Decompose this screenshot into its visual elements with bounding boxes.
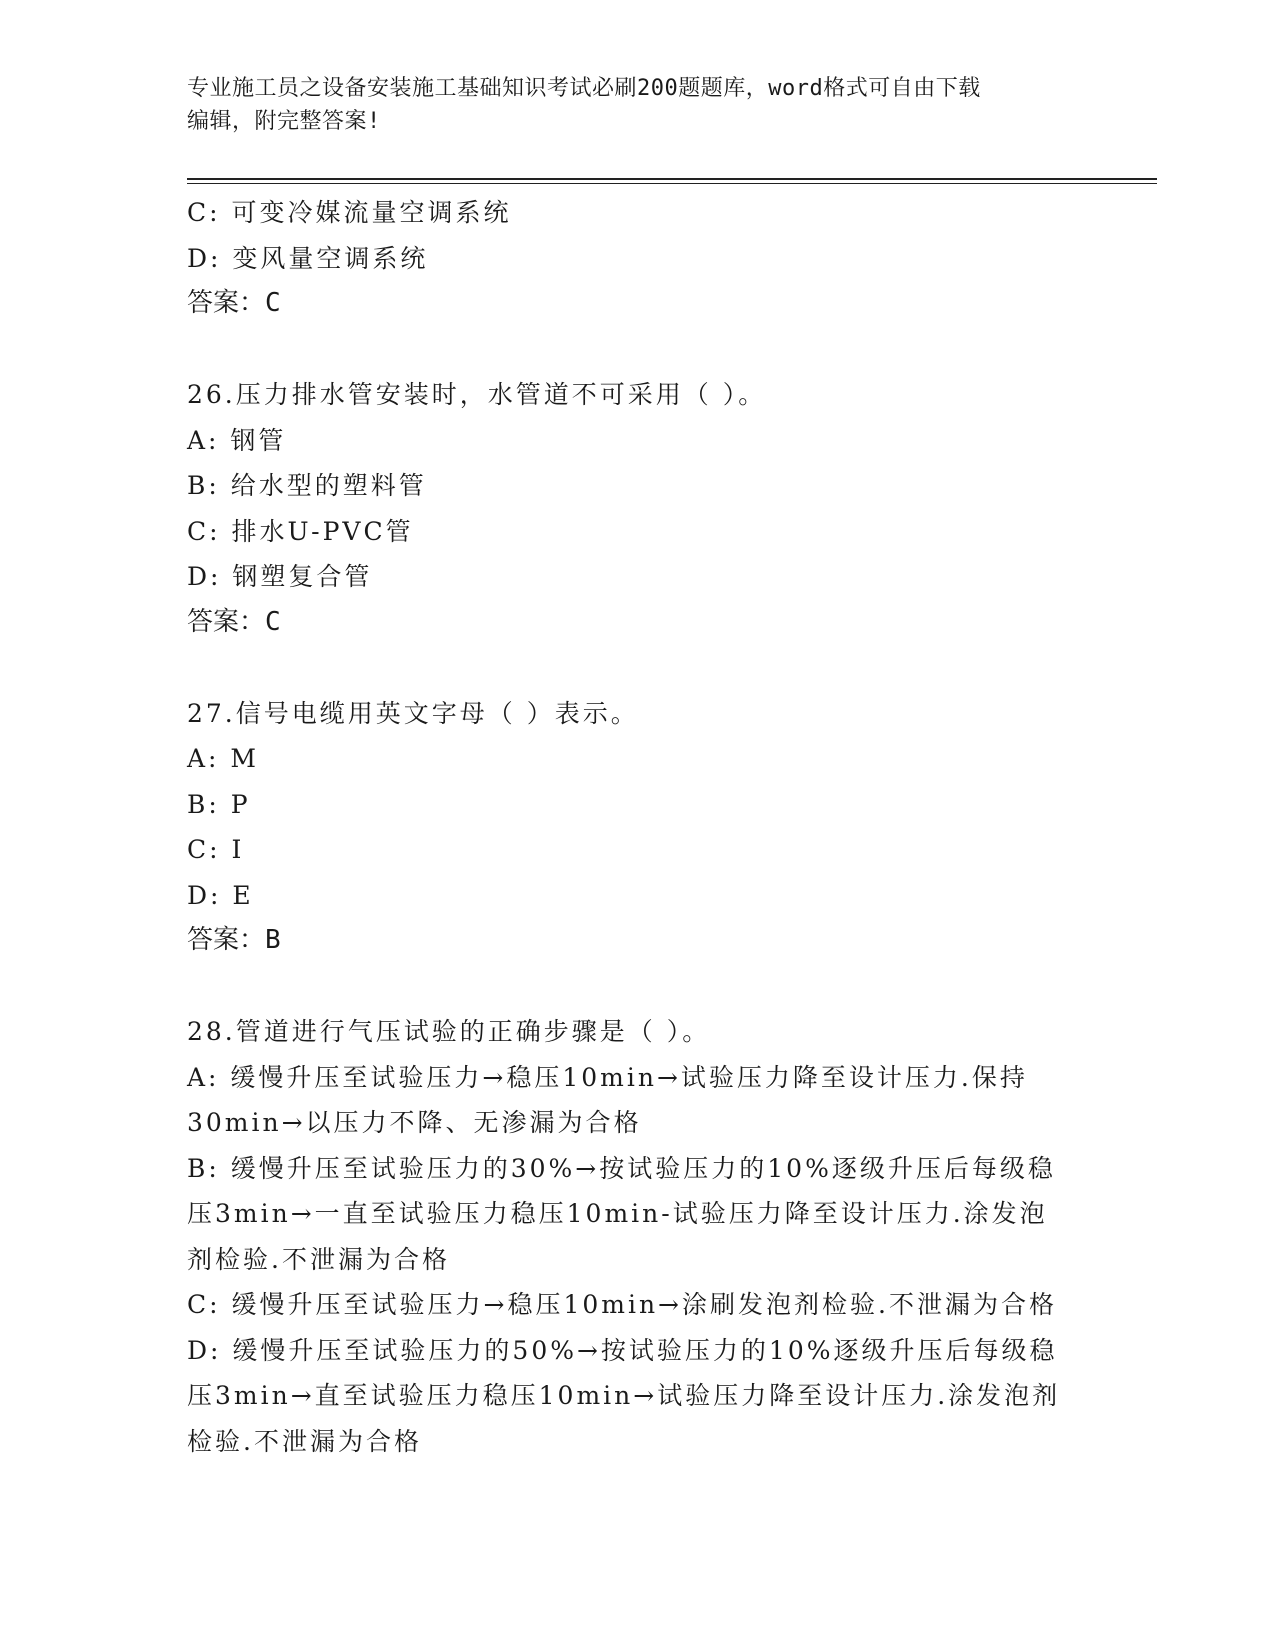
header-title-line-1: 专业施工员之设备安装施工基础知识考试必刷200题题库，word格式可自由下载 [187, 76, 981, 101]
option-c: C: 排水U-PVC管 [187, 516, 414, 546]
option-a-continued: 30min→以压力不降、无渗漏为合格 [187, 1108, 642, 1137]
option-d: D: 钢塑复合管 [187, 562, 373, 591]
option-d-continued: 压3min→直至试验压力稳压10min→试验压力降至设计压力.涂发泡剂 [187, 1381, 1061, 1410]
option-c: C: 可变冷媒流量空调系统 [187, 198, 512, 227]
option-c: C: I [187, 835, 245, 864]
header-divider [187, 178, 1157, 184]
question-block-28 [187, 1009, 1087, 1464]
option-a: A: M [187, 744, 260, 773]
question-block-27 [187, 691, 1087, 964]
question-block-26 [187, 372, 1087, 645]
answer-line: 答案：B [187, 925, 281, 955]
option-b-continued: 剂检验.不泄漏为合格 [187, 1244, 450, 1274]
option-b: B: 给水型的塑料管 [187, 471, 427, 500]
question-list [187, 190, 1087, 1464]
option-a: A: 缓慢升压至试验压力→稳压10min→试验压力降至设计压力.保持 [187, 1062, 1028, 1092]
option-d-continued: 检验.不泄漏为合格 [187, 1426, 422, 1456]
question-text: 27.信号电缆用英文字母（ ）表示。 [187, 698, 639, 728]
question-block-25 [187, 190, 1087, 327]
option-b: B: P [187, 789, 251, 819]
option-d: D: E [187, 880, 254, 910]
answer-line: 答案：C [187, 606, 281, 637]
option-c: C: 缓慢升压至试验压力→稳压10min→涂刷发泡剂检验.不泄漏为合格 [187, 1290, 1057, 1319]
option-d: D: 缓慢升压至试验压力的50%→按试验压力的10%逐级升压后每级稳 [187, 1335, 1058, 1365]
option-a: A: 钢管 [187, 425, 287, 455]
answer-line: 答案：C [187, 288, 281, 318]
option-d: D: 变风量空调系统 [187, 243, 429, 273]
option-b: B: 缓慢升压至试验压力的30%→按试验压力的10%逐级升压后每级稳 [187, 1153, 1056, 1183]
option-b-continued: 压3min→一直至试验压力稳压10min-试验压力降至设计压力.涂发泡 [187, 1199, 1048, 1228]
header-title-line-2: 编辑，附完整答案! [187, 109, 381, 134]
question-text: 26.压力排水管安装时，水管道不可采用（ ）。 [187, 380, 767, 409]
page-header [187, 72, 1087, 138]
question-text: 28.管道进行气压试验的正确步骤是（ ）。 [187, 1017, 711, 1046]
